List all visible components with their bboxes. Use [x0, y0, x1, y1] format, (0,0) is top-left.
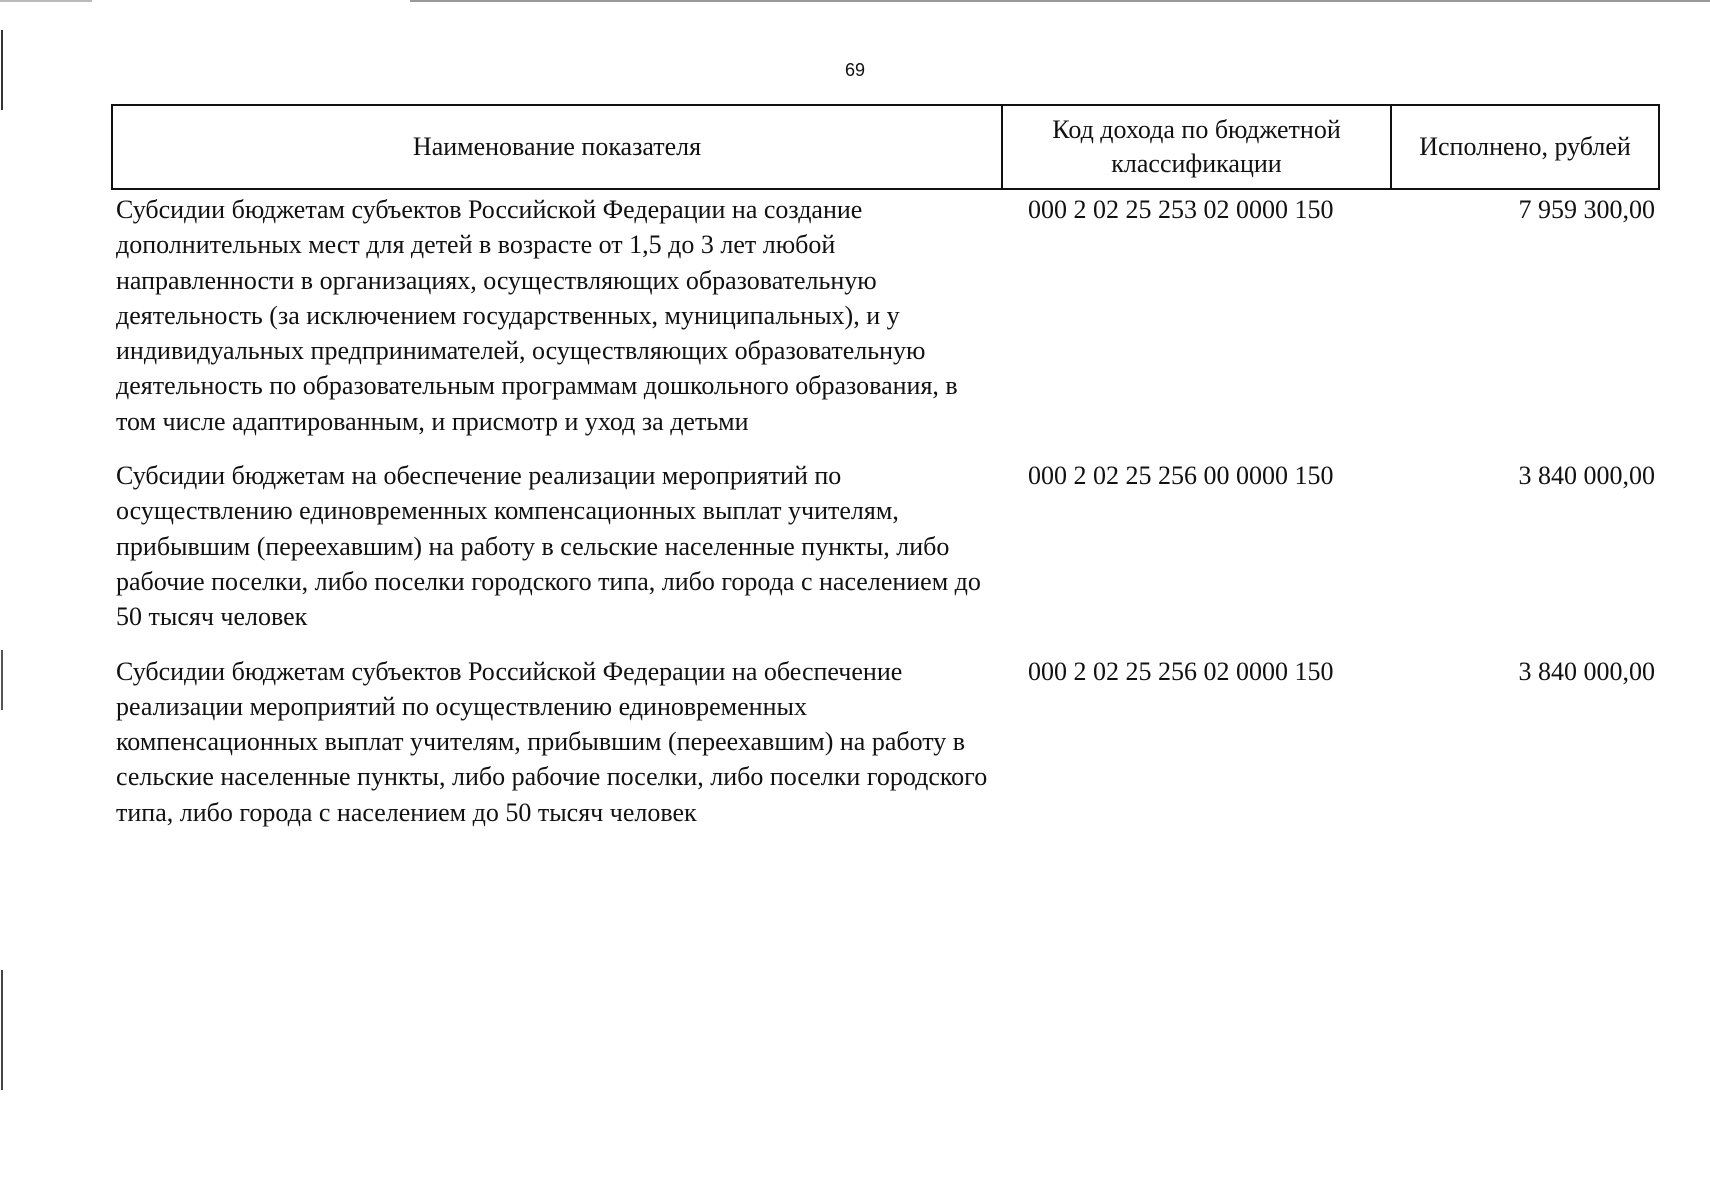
income-code-cell: 000 2 02 25 256 02 0000 150: [1028, 656, 1334, 686]
scan-edge-top: [0, 0, 1710, 2]
indicator-name-cell: Субсидии бюджетам субъектов Российской Федерации на обеспечение реализации мероприятий по осуществлению единовременных компенсационных выплат учителям, прибывшим (переехавшим) на работу в сельские населенные пункты, либо рабочие поселки, либо поселки городского типа, либо города с населением до 50 тысяч человек: [116, 656, 988, 827]
page-number: 69: [844, 60, 866, 80]
income-code-cell: 000 2 02 25 253 02 0000 150: [1028, 195, 1334, 224]
table-row: [112, 654, 1659, 830]
table-body: [112, 189, 1659, 830]
header-executed-rubles: Исполнено, рублей: [1391, 105, 1659, 189]
table-row: [112, 189, 1659, 458]
indicator-name-cell: Субсидии бюджетам на обеспечение реализации мероприятий по осуществлению единовременных компенсационных выплат учителям, прибывшим (переехавшим) на работу в сельские населенные пункты, либо рабочие поселки, либо поселки городского типа, либо города с населением до 50 тысяч человек: [116, 461, 981, 632]
header-indicator-name: Наименование показателя: [112, 105, 1002, 189]
executed-amount-cell: 3 840 000,00: [1518, 656, 1655, 686]
indicator-name-cell: Субсидии бюджетам субъектов Российской Федерации на создание дополнительных мест для детей в возрасте от 1,5 до 3 лет любой направленности в организациях, осуществляющих образовательную деятельность (за исключением государственных, муниципальных), и у индивидуальных предпринимателей, осуществляющих образовательную деятельность по образовательным программам дошкольного образования, в том числе адаптированным, и присмотр и уход за детьми: [116, 195, 958, 436]
scan-edge-left: [1, 30, 3, 1090]
header-row: [112, 105, 1659, 189]
executed-amount-cell: 3 840 000,00: [1518, 461, 1655, 491]
table-row: [112, 458, 1659, 653]
header-income-code: Код дохода по бюджетной классификации: [1002, 105, 1391, 189]
executed-amount-cell: 7 959 300,00: [1518, 195, 1655, 224]
table-header: [112, 105, 1659, 189]
budget-income-table: [111, 104, 1660, 830]
income-code-cell: 000 2 02 25 256 00 0000 150: [1028, 461, 1334, 491]
